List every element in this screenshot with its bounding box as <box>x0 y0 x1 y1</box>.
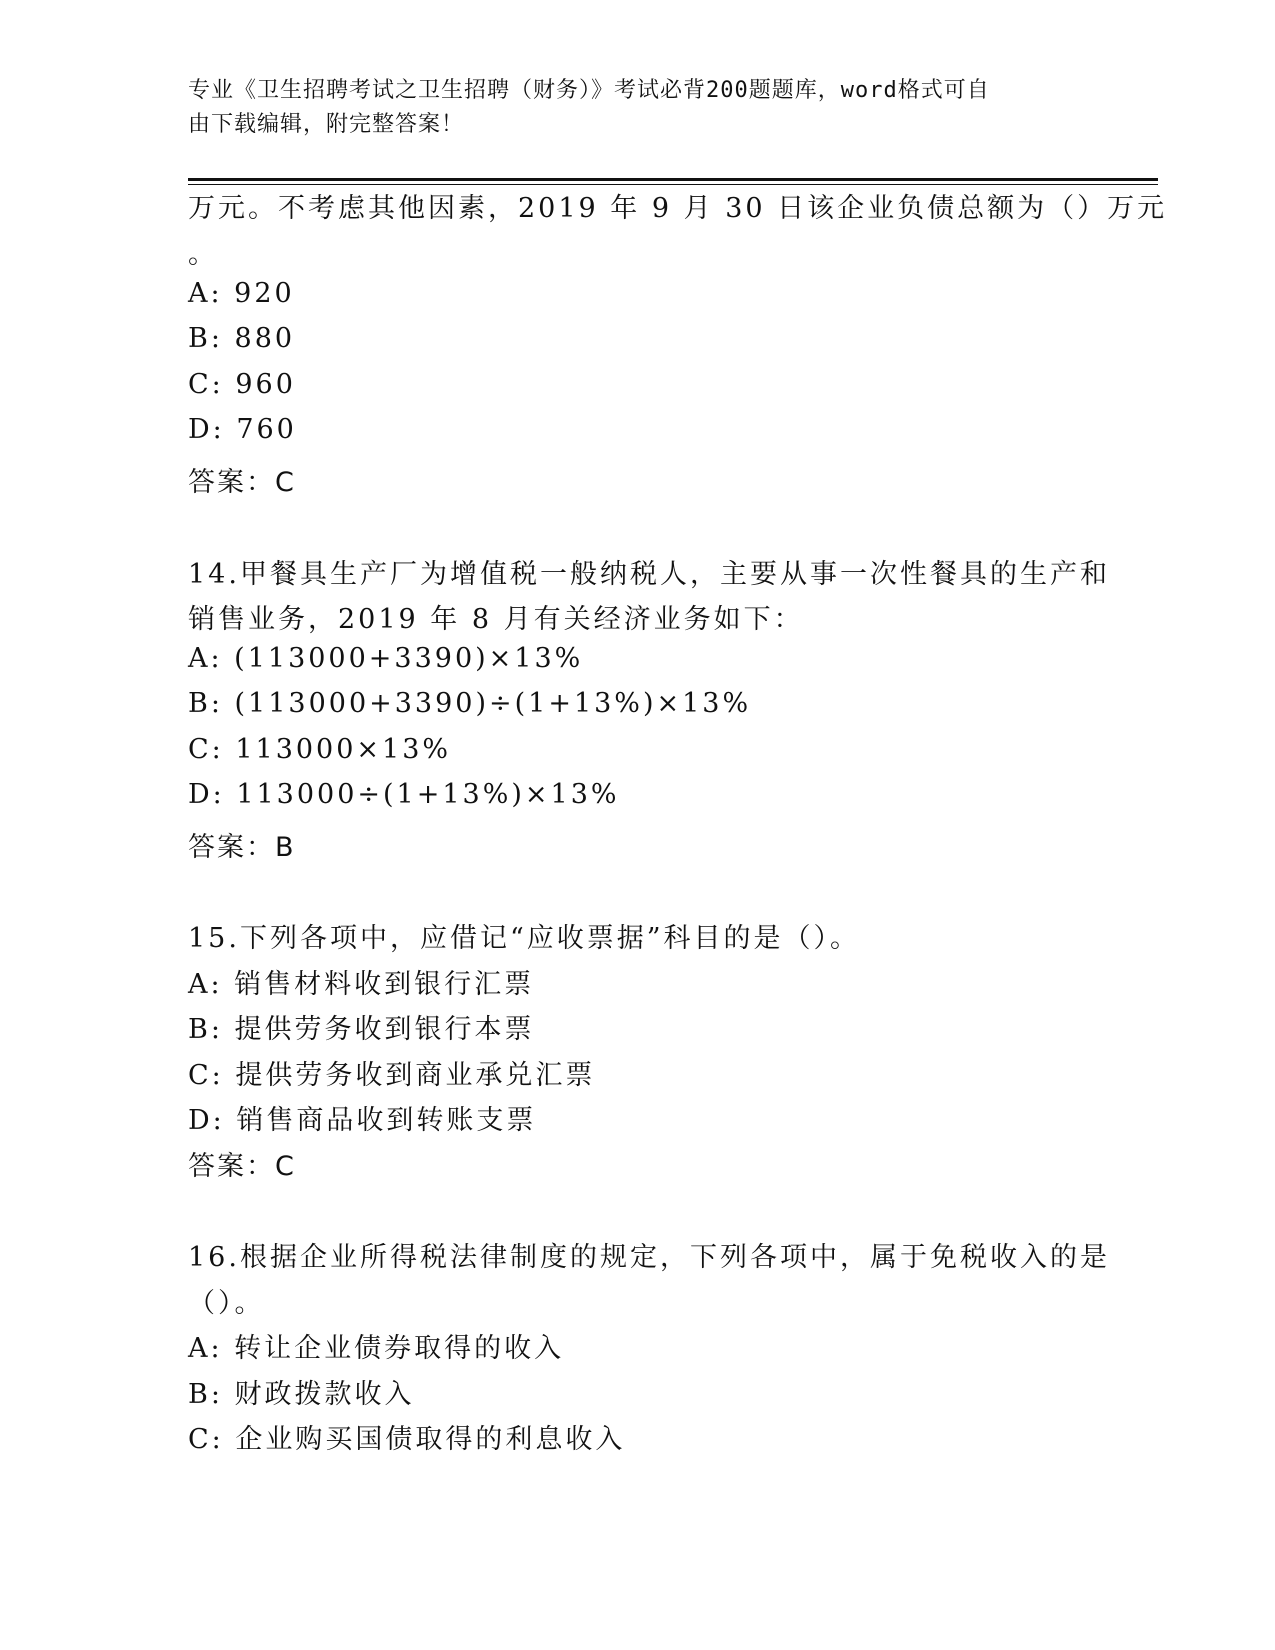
q13-answer: 答案：C <box>188 467 296 498</box>
q13-option-a: A: 920 <box>188 278 295 309</box>
q15-option-a: A: 销售材料收到银行汇票 <box>188 969 535 1000</box>
q14-option-c: C: 113000×13% <box>188 734 452 765</box>
q16-text-line-2: （）。 <box>188 1288 265 1319</box>
q15-text-line-1: 15.下列各项中，应借记“应收票据”科目的是（）。 <box>188 923 861 954</box>
q15-option-c: C: 提供劳务收到商业承兑汇票 <box>188 1060 596 1091</box>
header-rule-thin <box>188 184 1158 185</box>
header-line-1: 专业《卫生招聘考试之卫生招聘（财务）》考试必背200题题库，word格式可自 <box>188 78 990 103</box>
q13-option-d: D: 760 <box>188 414 297 445</box>
q14-text-line-1: 14.甲餐具生产厂为增值税一般纳税人，主要从事一次性餐具的生产和 <box>188 559 1110 590</box>
q13-option-b: B: 880 <box>188 323 296 354</box>
q16-option-a: A: 转让企业债券取得的收入 <box>188 1333 565 1364</box>
header-rule-thick <box>188 178 1158 181</box>
q13-text-line-1: 万元。不考虑其他因素，2019 年 9 月 30 日该企业负债总额为（）万元 <box>188 193 1168 224</box>
q14-option-d: D: 113000÷(1+13%)×13% <box>188 779 620 810</box>
q15-option-d: D: 销售商品收到转账支票 <box>188 1105 537 1136</box>
q14-option-a: A: (113000+3390)×13% <box>188 643 584 674</box>
document-header <box>188 74 1068 142</box>
q14-answer: 答案：B <box>188 832 296 863</box>
q16-text-line-1: 16.根据企业所得税法律制度的规定，下列各项中，属于免税收入的是 <box>188 1242 1110 1273</box>
q14-option-b: B: (113000+3390)÷(1+13%)×13% <box>188 688 752 719</box>
q15-answer: 答案：C <box>188 1151 296 1182</box>
q16-option-c: C: 企业购买国债取得的利息收入 <box>188 1424 626 1455</box>
q15-option-b: B: 提供劳务收到银行本票 <box>188 1014 535 1045</box>
header-line-2: 由下载编辑，附完整答案！ <box>188 112 465 137</box>
q13-option-c: C: 960 <box>188 369 296 400</box>
q14-text-line-2: 销售业务，2019 年 8 月有关经济业务如下： <box>188 604 804 635</box>
q13-text-line-2: 。 <box>188 239 218 270</box>
q16-option-b: B: 财政拨款收入 <box>188 1379 415 1410</box>
